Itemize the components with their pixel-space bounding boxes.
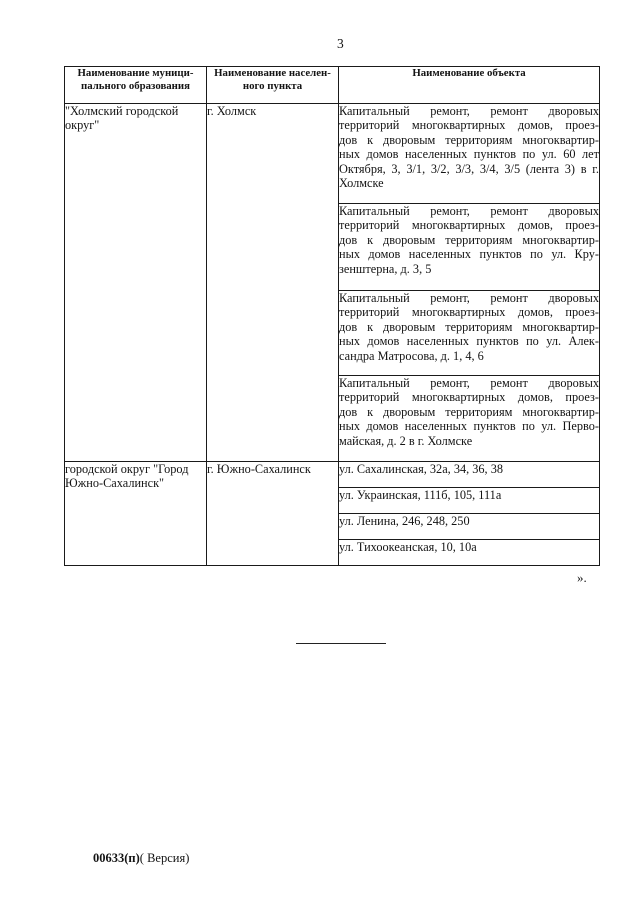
object-text-line: Холмске: [339, 175, 384, 190]
version-label: ( Версия): [139, 851, 190, 865]
municipality-line: округ": [65, 118, 100, 133]
header-line: ного пункта: [242, 80, 303, 92]
settlement-cell: [207, 104, 339, 462]
table-header-row: [65, 67, 600, 104]
object-text-line: ул. Украинская, 111б, 105, 111а: [339, 488, 502, 502]
objects-table: [64, 66, 600, 566]
object-text-line: дов к дворовым территориям многоквартир-: [339, 319, 599, 334]
object-text-line: территорий многоквартирных домов, проез-: [339, 118, 599, 133]
object-text-line: территорий многоквартирных домов, проез-: [339, 218, 599, 233]
municipality-line: Южно-Сахалинск": [65, 476, 165, 491]
object-text-line: ул. Тихоокеанская, 10, 10а: [339, 540, 477, 554]
header-municipality: [65, 67, 207, 104]
header-object: [339, 67, 600, 104]
header-line: Наименование муници-: [77, 67, 194, 79]
object-cell: [339, 204, 600, 291]
object-cell: [339, 291, 600, 376]
table-row: [65, 462, 600, 488]
object-text-line: Капитальный ремонт, ремонт дворовых: [339, 104, 599, 118]
object-cell: [339, 104, 600, 204]
table-row: [65, 104, 600, 204]
object-text-line: сандра Матросова, д. 1, 4, 6: [339, 348, 484, 363]
object-text-line: Октября, 3, 3/1, 3/2, 3/3, 3/4, 3/5 (лента 3) в г.: [339, 161, 599, 176]
object-text-line: ных домов населенных пунктов по ул. Перво-: [339, 419, 599, 434]
municipality-line: городской округ "Город: [65, 462, 189, 476]
object-text-line: дов к дворовым территориям многоквартир-: [339, 232, 599, 247]
object-text-line: майская, д. 2 в г. Холмске: [339, 433, 473, 448]
object-text-line: дов к дворовым территориям многоквартир-: [339, 404, 599, 419]
settlement-name: г. Южно-Сахалинск: [207, 462, 311, 476]
page-number: 3: [337, 36, 344, 51]
municipality-cell: [65, 104, 207, 462]
separator-line: [296, 643, 386, 644]
object-text-line: ных домов населенных пунктов по ул. Кру-: [339, 247, 599, 262]
municipality-cell: [65, 462, 207, 566]
object-text-line: территорий многоквартирных домов, проез-: [339, 390, 599, 405]
object-text-line: Капитальный ремонт, ремонт дворовых: [339, 291, 599, 305]
settlement-name: г. Холмск: [207, 104, 257, 118]
header-settlement: [207, 67, 339, 104]
object-text-line: зенштерна, д. 3, 5: [339, 261, 432, 276]
header-line: Наименование объекта: [412, 67, 526, 79]
object-text-line: территорий многоквартирных домов, проез-: [339, 305, 599, 320]
object-cell: [339, 488, 600, 514]
settlement-cell: [207, 462, 339, 566]
header-line: пального образования: [81, 80, 190, 92]
object-cell: [339, 540, 600, 566]
object-text-line: Капитальный ремонт, ремонт дворовых: [339, 204, 599, 218]
object-text-line: ул. Ленина, 246, 248, 250: [339, 514, 470, 528]
object-text-line: ных домов населенных пунктов по ул. 60 лет: [339, 147, 599, 162]
municipality-line: "Холмский городской: [65, 104, 179, 118]
object-cell: [339, 514, 600, 540]
object-text-line: Капитальный ремонт, ремонт дворовых: [339, 376, 599, 390]
closing-quote-mark: ».: [577, 570, 587, 585]
object-text-line: дов к дворовым территориям многоквартир-: [339, 132, 599, 147]
object-cell: [339, 376, 600, 462]
object-text-line: ных домов населенных пунктов по ул. Алек-: [339, 334, 599, 349]
header-line: Наименование населен-: [214, 67, 331, 79]
footer: [93, 850, 189, 866]
object-text-line: ул. Сахалинская, 32а, 34, 36, 38: [339, 462, 504, 476]
object-cell: [339, 462, 600, 488]
document-code: 00633(п): [93, 851, 140, 865]
